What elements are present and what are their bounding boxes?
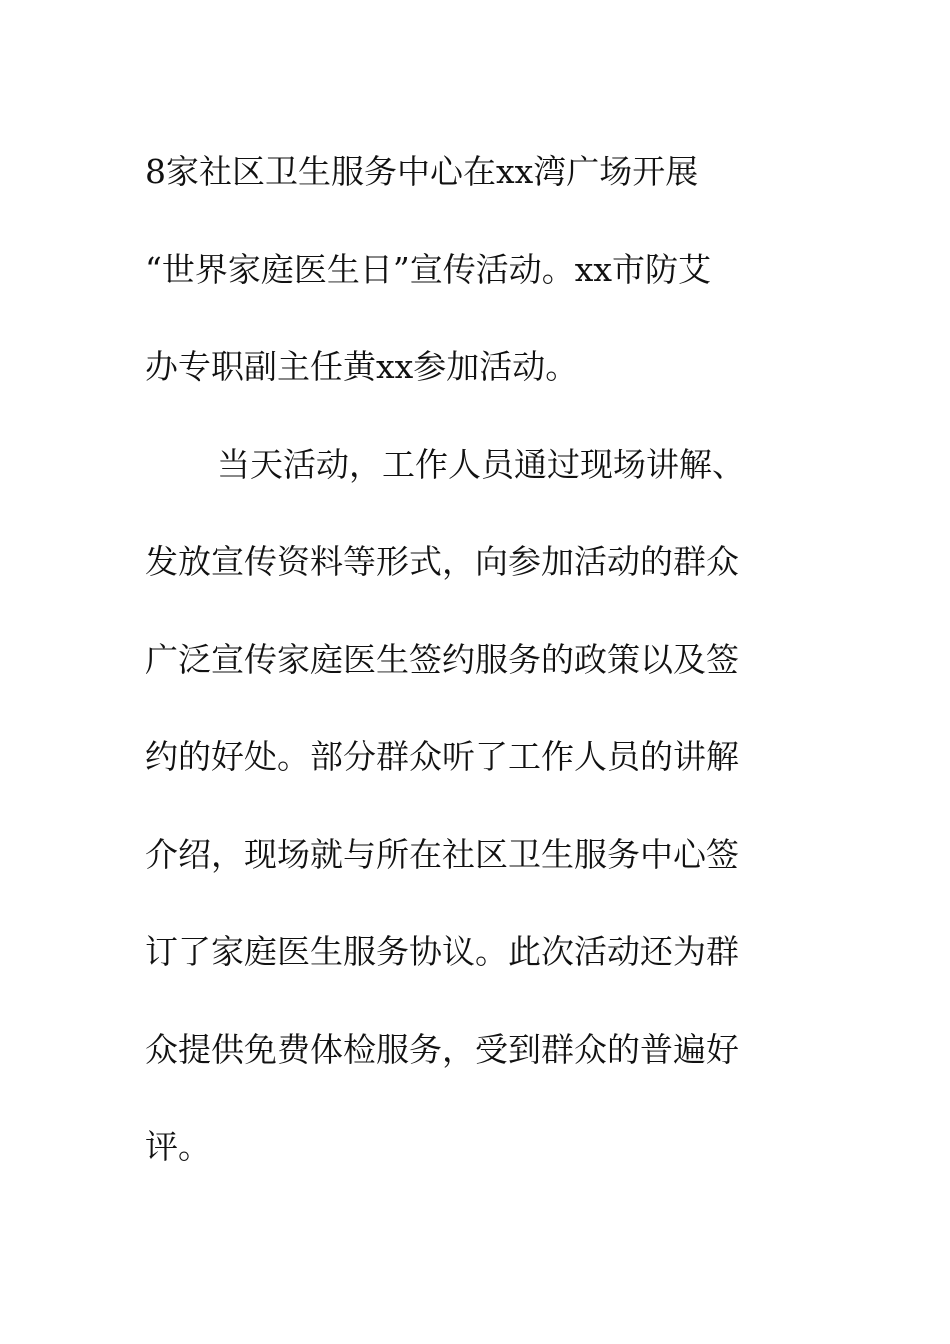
paragraph-2-line-2: 发放宣传资料等形式，向参加活动的群众 <box>145 542 739 581</box>
paragraph-2-line-6: 订了家庭医生服务协议。此次活动还为群 <box>145 932 739 971</box>
paragraph-2 <box>145 416 805 1196</box>
paragraph-1-line-3: 办专职副主任黄xx参加活动。 <box>145 347 579 386</box>
paragraph-2-line-5: 介绍，现场就与所在社区卫生服务中心签 <box>145 834 739 874</box>
paragraph-2-line-4: 约的好处。部分群众听了工作人员的讲解 <box>145 737 739 776</box>
paragraph-1-line-1: 8家社区卫生服务中心在xx湾广场开展 <box>145 152 699 191</box>
paragraph-2-line-8: 评。 <box>145 1127 211 1166</box>
document-body <box>145 123 805 1196</box>
paragraph-2-line-1: 当天活动，工作人员通过现场讲解、 <box>217 444 745 484</box>
paragraph-2-line-7: 众提供免费体检服务，受到群众的普遍好 <box>145 1029 739 1069</box>
paragraph-1-line-2: “世界家庭医生日”宣传活动。xx市防艾 <box>145 249 711 289</box>
paragraph-2-line-3: 广泛宣传家庭医生签约服务的政策以及签 <box>145 639 739 679</box>
paragraph-1 <box>145 123 805 416</box>
